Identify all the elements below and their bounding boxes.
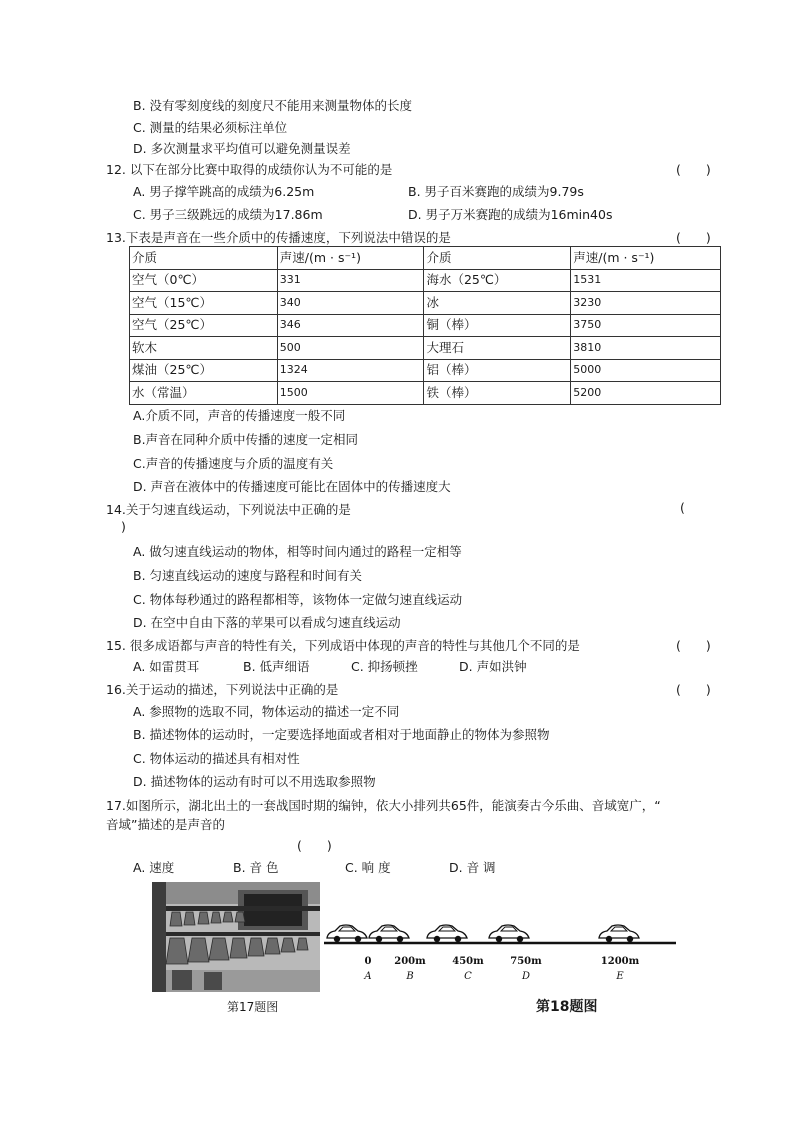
- q12-option-c: C. 男子三级跳远的成绩为17.86m: [133, 207, 323, 222]
- table-cell: 软木: [130, 337, 278, 360]
- table-cell: 3230: [571, 292, 721, 315]
- table-cell: 1324: [277, 359, 424, 382]
- table-cell: 3810: [571, 337, 721, 360]
- table-cell: 水（常温）: [130, 382, 278, 405]
- q11-option-d: D. 多次测量求平均值可以避免测量误差: [133, 141, 351, 156]
- q17-option-b: B. 音 色: [233, 860, 279, 875]
- q14-paren-open: (: [680, 500, 685, 515]
- q13-option-d: D. 声音在液体中的传播速度可能比在固体中的传播速度大: [133, 479, 451, 494]
- table-cell: 5200: [571, 382, 721, 405]
- q12-option-d: D. 男子万米赛跑的成绩为16min40s: [408, 207, 613, 222]
- car-icon: [489, 925, 529, 942]
- table-cell: 铝（棒）: [424, 359, 571, 382]
- table-cell: 500: [277, 337, 424, 360]
- table-cell: 铁（棒）: [424, 382, 571, 405]
- table-cell: 海水（25℃）: [424, 269, 571, 292]
- q13-option-a: A.介质不同，声音的传播速度一般不同: [133, 408, 346, 423]
- point-label: B: [406, 971, 414, 982]
- q14-option-c: C. 物体每秒通过的路程都相等，该物体一定做匀速直线运动: [133, 592, 463, 607]
- table-cell: 1500: [277, 382, 424, 405]
- car-icon: [599, 925, 639, 942]
- q15-option-d: D. 声如洪钟: [459, 659, 527, 674]
- q12-option-b: B. 男子百米赛跑的成绩为9.79s: [408, 184, 584, 199]
- table-cell: 煤油（25℃）: [130, 359, 278, 382]
- table-cell: 空气（15℃）: [130, 292, 278, 315]
- q14-option-b: B. 匀速直线运动的速度与路程和时间有关: [133, 568, 363, 583]
- figure-18-caption: 第18题图: [536, 999, 598, 1015]
- q17-stem-line1: 17.如图所示，湖北出土的一套战国时期的编钟，依大小排列共65件，能演奏古今乐曲、音域宽广，“: [106, 798, 661, 813]
- q14-paren-close: ): [121, 519, 126, 534]
- table-cell: 空气（0℃）: [130, 269, 278, 292]
- table-row: [130, 359, 721, 382]
- q13-stem: 13.下表是声音在一些介质中的传播速度，下列说法中错误的是: [106, 230, 451, 245]
- table-cell: 340: [277, 292, 424, 315]
- q14-option-d: D. 在空中自由下落的苹果可以看成匀速直线运动: [133, 615, 401, 630]
- q12-answer-paren: ( ): [676, 162, 711, 177]
- q15-option-a: A. 如雷贯耳: [133, 659, 200, 674]
- table-cell: 铜（棒）: [424, 314, 571, 337]
- point-label: A: [364, 971, 372, 982]
- distance-tick-label: 750m: [510, 956, 542, 967]
- q15-stem: 15. 很多成语都与声音的特性有关，下列成语中体现的声音的特性与其他几个不同的是: [106, 638, 580, 653]
- table-header-cell: 介质: [130, 247, 278, 270]
- q15-option-b: B. 低声细语: [243, 659, 310, 674]
- q16-option-a: A. 参照物的选取不同，物体运动的描述一定不同: [133, 704, 400, 719]
- q16-answer-paren: ( ): [676, 682, 711, 697]
- q15-answer-paren: ( ): [676, 638, 711, 653]
- q14-stem: 14.关于匀速直线运动，下列说法中正确的是: [106, 502, 351, 517]
- table-header-cell: 声速/(m · s⁻¹): [571, 247, 721, 270]
- table-cell: 大理石: [424, 337, 571, 360]
- table-row: [130, 314, 721, 337]
- q17-option-d: D. 音 调: [449, 860, 496, 875]
- point-label: C: [464, 971, 472, 982]
- q16-option-c: C. 物体运动的描述具有相对性: [133, 751, 300, 766]
- table-cell: 346: [277, 314, 424, 337]
- chime-bells-photo: [152, 882, 320, 992]
- table-cell: 5000: [571, 359, 721, 382]
- road-cars-diagram: [320, 918, 680, 988]
- table-cell: 空气（25℃）: [130, 314, 278, 337]
- point-label: E: [616, 971, 624, 982]
- table-row: [130, 269, 721, 292]
- q13-option-c: C.声音的传播速度与介质的温度有关: [133, 456, 334, 471]
- q17-option-c: C. 响 度: [345, 860, 391, 875]
- table-row: [130, 337, 721, 360]
- sound-speed-table: [129, 246, 721, 405]
- car-icon: [369, 925, 409, 942]
- q13-answer-paren: ( ): [676, 230, 711, 245]
- q14-option-a: A. 做匀速直线运动的物体，相等时间内通过的路程一定相等: [133, 544, 462, 559]
- table-header-cell: 声速/(m · s⁻¹): [277, 247, 424, 270]
- table-cell: 1531: [571, 269, 721, 292]
- q17-answer-paren: ( ): [297, 838, 332, 853]
- table-cell: 331: [277, 269, 424, 292]
- distance-tick-label: 0: [364, 956, 372, 967]
- point-label: D: [521, 971, 531, 982]
- table-row: [130, 382, 721, 405]
- distance-tick-label: 200m: [394, 956, 426, 967]
- q11-option-b: B. 没有零刻度线的刻度尺不能用来测量物体的长度: [133, 98, 413, 113]
- distance-tick-label: 1200m: [600, 956, 640, 967]
- figure-17-caption: 第17题图: [227, 1000, 279, 1014]
- car-icon: [427, 925, 467, 942]
- q13-option-b: B.声音在同种介质中传播的速度一定相同: [133, 432, 359, 447]
- q17-stem-line2: 音域”描述的是声音的: [106, 817, 225, 832]
- q17-option-a: A. 速度: [133, 860, 175, 875]
- table-cell: 3750: [571, 314, 721, 337]
- q16-stem: 16.关于运动的描述，下列说法中正确的是: [106, 682, 339, 697]
- q16-option-b: B. 描述物体的运动时，一定要选择地面或者相对于地面静止的物体为参照物: [133, 727, 550, 742]
- table-header-cell: 介质: [424, 247, 571, 270]
- car-icon: [327, 925, 367, 942]
- distance-tick-label: 450m: [452, 956, 484, 967]
- table-cell: 冰: [424, 292, 571, 315]
- q11-option-c: C. 测量的结果必须标注单位: [133, 120, 288, 135]
- q16-option-d: D. 描述物体的运动有时可以不用选取参照物: [133, 774, 376, 789]
- q15-option-c: C. 抑扬顿挫: [351, 659, 418, 674]
- q12-option-a: A. 男子撑竿跳高的成绩为6.25m: [133, 184, 315, 199]
- table-row: [130, 292, 721, 315]
- q12-stem: 12. 以下在部分比赛中取得的成绩你认为不可能的是: [106, 162, 393, 177]
- table-header-row: [130, 247, 721, 270]
